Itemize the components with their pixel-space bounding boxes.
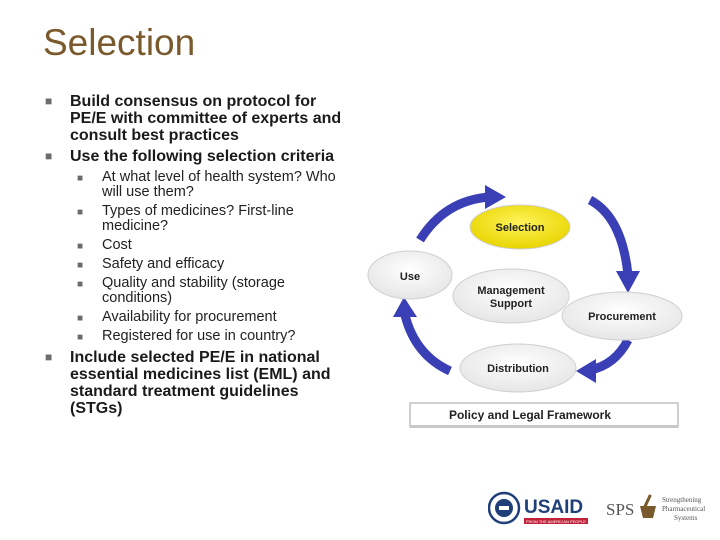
sub-bullet-text: Types of medicines? First-line medicine? [102,203,294,234]
sps-logo-text: SPS [606,500,635,519]
policy-framework-shadow [410,425,678,428]
slide-title: Selection [43,22,196,63]
sub-bullet-text: Quality and stability (storage conditions) [102,275,285,306]
bullet-item [45,148,355,165]
pharmaceutical-management-cycle-diagram [360,175,690,435]
sub-bullet-text: Cost [102,237,132,253]
square-bullet-icon: ■ [77,313,84,324]
cycle-arrowhead-top [485,185,506,209]
square-bullet-icon: ■ [77,279,84,290]
sps-tagline-1: Strengthening [662,496,702,504]
procurement-label: Procurement [588,311,656,323]
sub-bullet-item [77,257,355,272]
sub-bullet-text: Safety and efficacy [102,256,225,272]
management-label: Management [477,285,545,297]
cycle-arrowhead-left [393,297,417,317]
square-bullet-icon: ■ [45,149,53,163]
square-bullet-icon: ■ [77,332,84,343]
sub-bullet-list [77,170,355,344]
cycle-arrow-right [590,200,628,275]
selection-label: Selection [495,222,545,234]
sub-bullet-item [77,238,355,253]
bullet-text: Include selected PE/E in national essential medicines list (EML) and standard treatment guidelines (STGs) [70,349,331,417]
usaid-logo-text: USAID [524,497,584,518]
cycle-arrowhead-bottom-right [576,359,596,383]
sub-bullet-item [77,276,355,306]
mortar-pestle-icon [640,494,656,518]
sub-bullet-text: Availability for procurement [102,309,277,325]
square-bullet-icon: ■ [77,241,84,252]
square-bullet-icon: ■ [45,94,53,108]
distribution-label: Distribution [487,363,549,375]
bullet-item [45,93,355,144]
sub-bullet-item [77,204,355,234]
bullet-item [45,349,355,417]
sub-bullet-text: Registered for use in country? [102,328,296,344]
sub-bullet-text: At what level of health system? Who will use them? [102,169,336,200]
sps-tagline-3: Systems [674,514,698,522]
sps-tagline-2: Pharmaceutical [662,505,706,513]
sub-bullet-item [77,329,355,344]
policy-framework-label: Policy and Legal Framework [448,408,612,422]
cycle-arrow-left [405,315,450,371]
cycle-arrowhead-right [616,271,640,293]
square-bullet-icon: ■ [77,173,84,184]
bullet-list [45,93,355,421]
sub-bullet-item [77,310,355,325]
square-bullet-icon: ■ [45,350,53,364]
use-label: Use [399,271,421,283]
usaid-tagline: FROM THE AMERICAN PEOPLE [526,519,586,524]
footer-logos [488,488,718,528]
sub-bullet-item [77,170,355,200]
usaid-seal-logo [489,493,519,523]
bullet-text: Build consensus on protocol for PE/E with committee of experts and consult best practices [70,93,342,144]
bullet-text: Use the following selection criteria [70,148,335,165]
support-label: Support [489,298,533,310]
square-bullet-icon: ■ [77,260,84,271]
square-bullet-icon: ■ [77,207,84,218]
